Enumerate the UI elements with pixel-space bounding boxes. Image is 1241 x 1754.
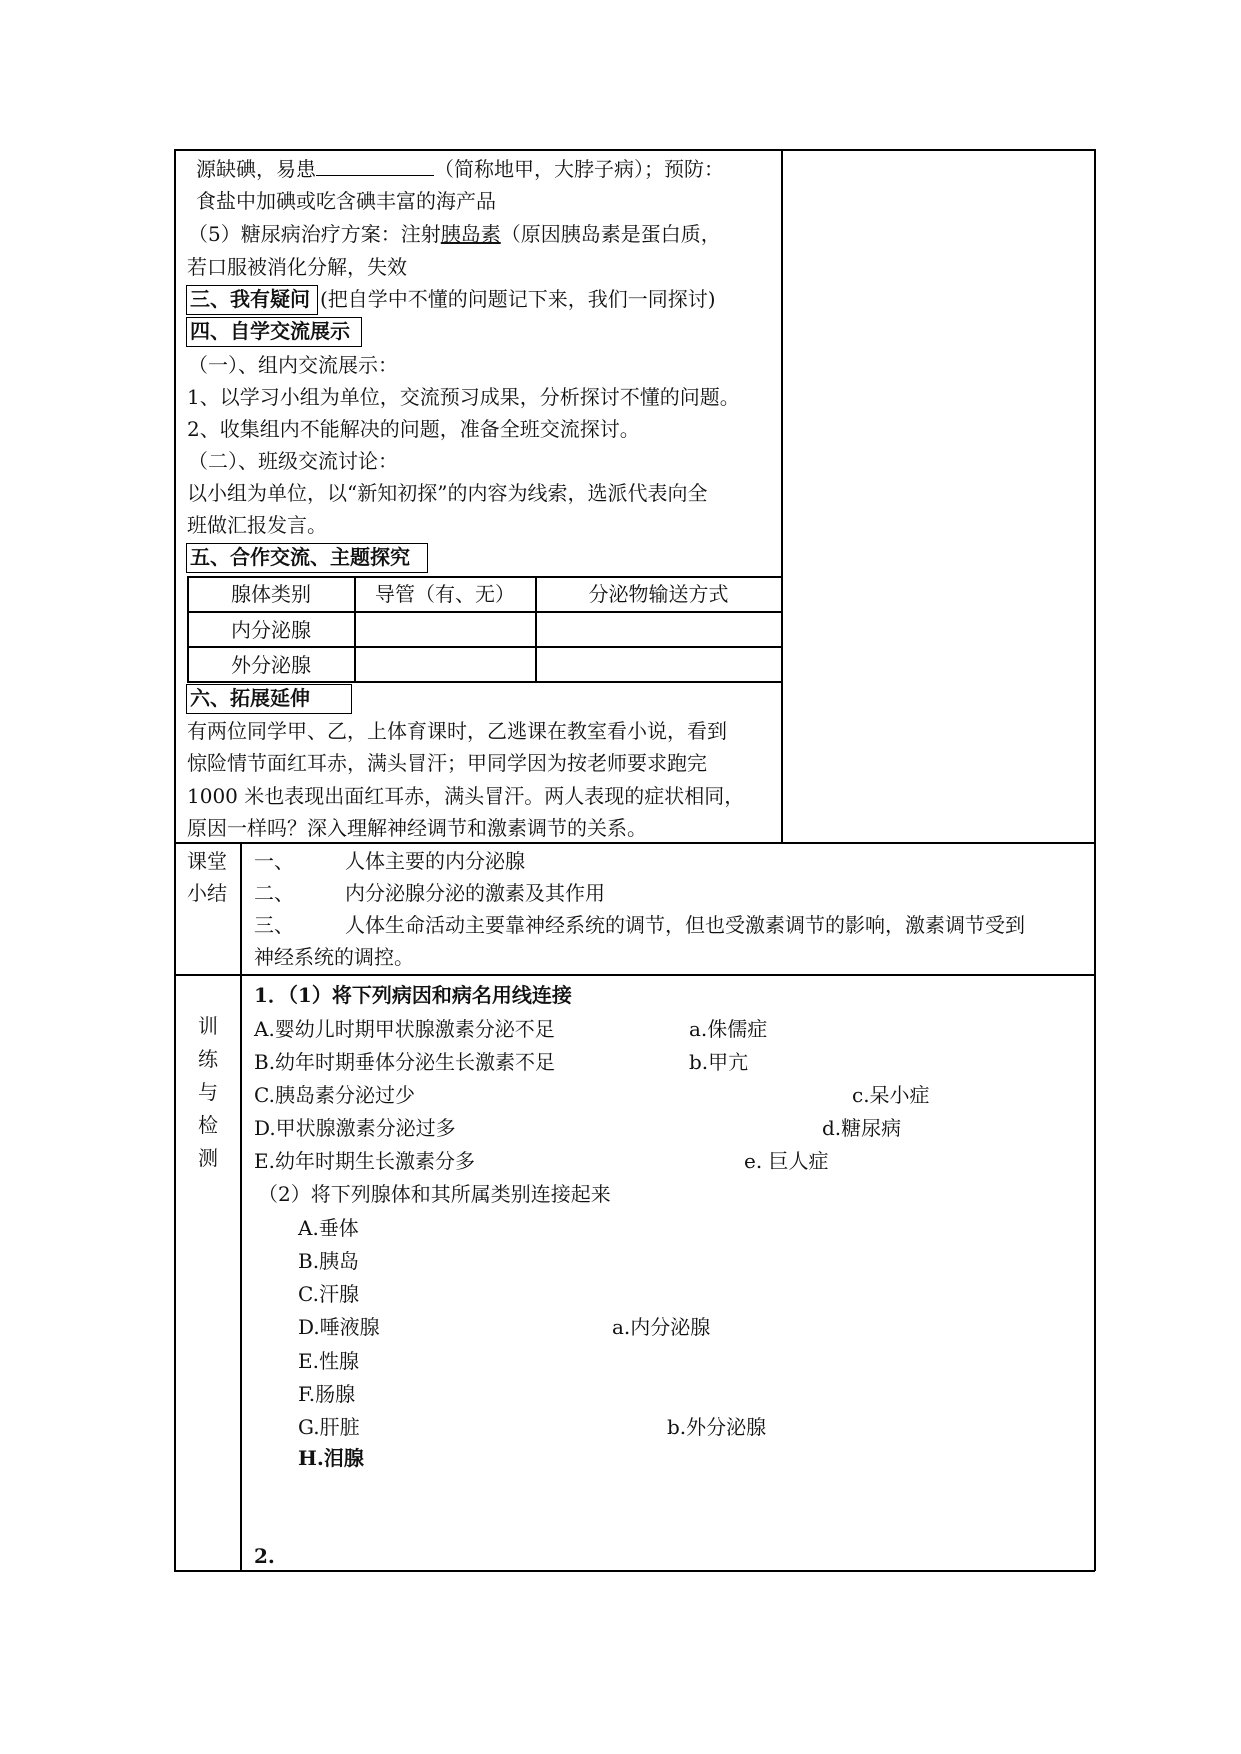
text-line: 有两位同学甲、乙，上体育课时，乙逃课在教室看小说，看到: [187, 719, 727, 743]
cause-item[interactable]: B.幼年时期垂体分泌生长激素不足: [254, 1050, 556, 1074]
text-line: （二）、班级交流讨论：: [188, 449, 398, 473]
gland-item[interactable]: E.性腺: [298, 1349, 359, 1373]
gland-item[interactable]: F.肠腺: [298, 1382, 356, 1406]
summary-label: 课堂: [187, 849, 227, 873]
section-heading-6: 六、拓展延伸: [186, 684, 352, 714]
gland-item[interactable]: C.汗腺: [298, 1282, 359, 1306]
summary-item: 二、: [254, 881, 294, 905]
table-header: 腺体类别: [231, 582, 311, 606]
summary-item: 内分泌腺分泌的激素及其作用: [345, 881, 605, 905]
training-label: 训 练 与 检 测: [198, 1014, 218, 1170]
table-cell: 内分泌腺: [231, 618, 311, 642]
table-border: [187, 576, 781, 578]
text-line: 1000 米也表现出面红耳赤，满头冒汗。两人表现的症状相同，: [187, 784, 745, 808]
text-line: 若口服被消化分解，失效: [187, 255, 407, 279]
question-title: 1．（1）将下列病因和病名用线连接: [254, 983, 572, 1007]
text-line: 源缺碘，易患 （简称地甲，大脖子病）；预防：: [196, 157, 724, 181]
text-line: 2、收集组内不能解决的问题，准备全班交流探讨。: [187, 417, 640, 441]
summary-top-border: [174, 842, 1095, 844]
disease-item[interactable]: e. 巨人症: [744, 1149, 829, 1173]
outer-right-border: [1094, 149, 1096, 1571]
table-cell: 外分泌腺: [231, 653, 311, 677]
summary-item: 一、: [254, 849, 294, 873]
gland-item[interactable]: A.垂体: [298, 1216, 359, 1240]
table-header: 导管（有、无）: [375, 582, 515, 606]
fill-blank[interactable]: [316, 155, 434, 176]
top-section-divider: [781, 149, 783, 842]
section-heading-4: 四、自学交流展示: [186, 317, 362, 347]
text-line: （一）、组内交流展示：: [188, 353, 398, 377]
section-heading-3: 三、我有疑问: [186, 285, 318, 315]
cause-item[interactable]: E.幼年时期生长激素分多: [254, 1149, 475, 1173]
training-top-border: [174, 974, 1095, 976]
text-line: 1、以学习小组为单位，交流预习成果，分析探讨不懂的问题。: [187, 385, 740, 409]
gland-item[interactable]: G.肝脏: [298, 1415, 360, 1439]
question-title: （2）将下列腺体和其所属类别连接起来: [258, 1182, 611, 1206]
summary-label: 小结: [187, 881, 227, 905]
gland-item[interactable]: D.唾液腺: [298, 1315, 380, 1339]
category-item[interactable]: b.外分泌腺: [667, 1415, 767, 1439]
disease-item[interactable]: b.甲亢: [689, 1050, 749, 1074]
heading-note: (把自学中不懂的问题记下来，我们一同探讨): [320, 287, 716, 311]
section-heading-5: 五、合作交流、主题探究: [186, 543, 428, 573]
outer-top-border: [174, 149, 1095, 151]
text-line: 食盐中加碘或吃含碘丰富的海产品: [196, 189, 496, 213]
gland-item[interactable]: H.泪腺: [298, 1446, 364, 1470]
question-2-label: 2.: [254, 1544, 275, 1568]
text-line: 以小组为单位，以“新知初探”的内容为线索，选派代表向全: [187, 481, 708, 505]
category-item[interactable]: a.内分泌腺: [612, 1315, 711, 1339]
text-line: （5）糖尿病治疗方案：注射胰岛素（原因胰岛素是蛋白质，: [188, 222, 721, 246]
summary-item: 神经系统的调控。: [254, 945, 414, 969]
cause-item[interactable]: C.胰岛素分泌过少: [254, 1083, 415, 1107]
text-line: 惊险情节面红耳赤，满头冒汗；甲同学因为按老师要求跑完: [187, 751, 707, 775]
cause-item[interactable]: A.婴幼儿时期甲状腺激素分泌不足: [254, 1017, 555, 1041]
gland-item[interactable]: B.胰岛: [298, 1249, 360, 1273]
summary-item: 人体生命活动主要靠神经系统的调节，但也受激素调节的影响，激素调节受到: [345, 913, 1025, 937]
label-column-divider: [240, 842, 242, 1571]
text-line: 班做汇报发言。: [187, 513, 327, 537]
table-border: [187, 681, 781, 683]
cause-item[interactable]: D.甲状腺激素分泌过多: [254, 1116, 456, 1140]
text-line: 原因一样吗？深入理解神经调节和激素调节的关系。: [187, 816, 647, 840]
table-header: 分泌物输送方式: [588, 582, 729, 606]
outer-left-border: [174, 149, 176, 1571]
summary-item: 三、: [254, 913, 294, 937]
disease-item[interactable]: a.侏儒症: [689, 1017, 768, 1041]
outer-bottom-border: [174, 1570, 1095, 1572]
disease-item[interactable]: d.糖尿病: [822, 1116, 902, 1140]
table-border: [187, 611, 781, 613]
disease-item[interactable]: c.呆小症: [852, 1083, 930, 1107]
summary-item: 人体主要的内分泌腺: [345, 849, 525, 873]
table-border: [187, 646, 781, 648]
